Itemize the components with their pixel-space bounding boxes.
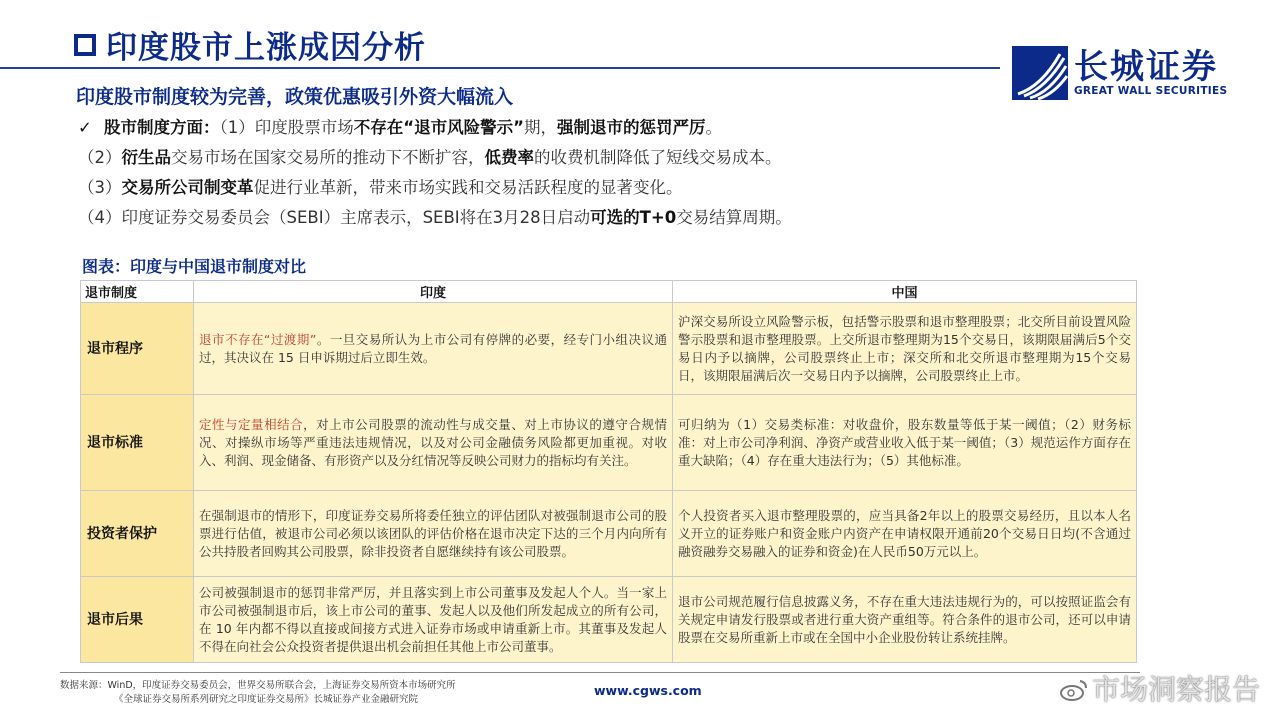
point-4-text-b: 交易结算周期。 — [676, 208, 792, 227]
website-link[interactable]: www.cgws.com — [594, 683, 702, 698]
section-subtitle: 印度股市制度较为完善，政策优惠吸引外资大幅流入 — [76, 86, 514, 108]
china-cell: 个人投资者买入退市整理股票的，应当具备2年以上的股票交易经历，且以本人名义开立的证券账户和资金账户内资产在申请权限开通前20个交易日日均(不含通过融资融券交易融入的证券和资金)在人民币50万元以上。 — [673, 491, 1137, 577]
point-1-bold-a: 不存在“退市风险警示” — [353, 118, 524, 137]
watermark — [1060, 668, 1260, 708]
china-cell: 退市公司规范履行信息披露义务，不存在重大违法违规行为的，可以按照证监会有关规定申请发行股票或者进行重大资产重组等。符合条件的退市公司，还可以申请股票在交易所重新上市或在全国中小企业股份转让系统挂牌。 — [673, 577, 1137, 663]
great-wall-logo-icon — [1012, 46, 1068, 100]
source-line-2: 《全球证券交易所系列研究之印度证券交易所》长城证券产业金融研究院 — [114, 694, 419, 705]
figure-caption: 图表：印度与中国退市制度对比 — [82, 257, 307, 276]
table-row — [81, 303, 1137, 395]
row-label: 退市标准 — [81, 395, 194, 491]
india-highlight: 定性与定量相结合 — [199, 416, 304, 432]
weibo-icon — [1060, 678, 1088, 702]
point-4 — [78, 203, 792, 233]
table-header-row — [81, 281, 1137, 303]
source-line-1: 数据来源：WinD，印度证券交易委员会，世界交易所联合会，上海证券交易所资本市场研究所 — [60, 680, 456, 691]
key-points — [78, 113, 792, 233]
logo-chinese-name: 长城证券 — [1074, 47, 1218, 87]
square-bullet-icon — [74, 34, 96, 56]
point-3-text-a: （3） — [78, 178, 122, 197]
point-1-text-a: （1）印度股票市场 — [219, 118, 354, 137]
point-1-bold-b: 强制退市的惩罚严厉 — [556, 118, 706, 137]
point-2-text-a: （2） — [78, 148, 122, 167]
point-3-bold-a: 交易所公司制变革 — [121, 178, 254, 197]
header-cell-china: 中国 — [673, 281, 1137, 303]
comparison-table — [80, 280, 1137, 663]
india-cell — [194, 491, 673, 577]
india-text: 在强制退市的情形下，印度证券交易所将委任独立的评估团队对被强制退市公司的股票进行估值，被退市公司必须以该团队的评估价格在退市决定下达的三个月内向所有公共持股者回购其公司股票，除非投资者自愿继续持有该公司股票。 — [199, 507, 667, 559]
row-label: 投资者保护 — [81, 491, 194, 577]
point-2 — [78, 143, 792, 173]
point-4-text-a: （4）印度证券交易委员会（SEBI）主席表示，SEBI将在3月28日启动 — [78, 208, 591, 227]
table-row — [81, 577, 1137, 663]
footer-divider — [60, 672, 1140, 673]
india-cell — [194, 395, 673, 491]
checkmark-icon: ✓ — [78, 118, 92, 137]
point-2-bold-b: 低费率 — [484, 148, 534, 167]
point-1-text-c: 。 — [705, 118, 722, 137]
india-cell — [194, 303, 673, 395]
watermark-text: 市场洞察报告 — [1092, 673, 1261, 706]
point-2-bold-a: 衍生品 — [121, 148, 171, 167]
point-1 — [78, 113, 792, 143]
china-cell: 可归纳为（1）交易类标准：对收盘价，股东数量等低于某一阈值；（2）财务标准：对上市公司净利润、净资产或营业收入低于某一阈值；（3）规范运作方面存在重大缺陷；（4）存在重大违法行为；（5）其他标准。 — [673, 395, 1137, 491]
china-cell: 沪深交易所设立风险警示板，包括警示股票和退市整理股票；北交所目前设置风险警示股票和退市整理股票。上交所退市整理期为15个交易日，该期限届满后5个交易日内予以摘牌，公司股票终止上市；深交所和北交所退市整理期为15个交易日，该期限届满后次一交易日内予以摘牌，公司股票终止上市。 — [673, 303, 1137, 395]
table-row — [81, 395, 1137, 491]
point-4-bold-a: 可选的T+0 — [590, 208, 677, 227]
point-2-text-b: 交易市场在国家交易所的推动下不断扩容， — [171, 148, 485, 167]
page-title: 印度股市上涨成因分析 — [106, 30, 426, 66]
table-row — [81, 491, 1137, 577]
company-logo — [1012, 46, 1227, 100]
header-cell-india: 印度 — [194, 281, 673, 303]
data-source — [60, 679, 456, 707]
point-2-text-c: 的收费机制降低了短线交易成本。 — [534, 148, 782, 167]
point-3 — [78, 173, 792, 203]
india-text: 公司被强制退市的惩罚非常严厉，并且落实到上市公司董事及发起人个人。当一家上市公司被强制退市后，该上市公司的董事、发起人以及他们所发起成立的所有公司，在 10 年内都不得以直接或间接方式进入证券市场或申请重新上市。其董事及发起人不得在向社会公众投资者提供退出机会前担任其他上市公司董事。 — [199, 584, 667, 654]
india-cell — [194, 577, 673, 663]
header-cell-system: 退市制度 — [81, 281, 194, 303]
title-bar — [74, 22, 426, 67]
title-divider — [0, 67, 1000, 69]
india-text: 。一旦交易所认为上市公司有停牌的必要，经专门小组决议通过，其决议在 15 日申诉期过后立即生效。 — [199, 331, 667, 365]
row-label: 退市程序 — [81, 303, 194, 395]
point-1-lead: 股市制度方面： — [104, 118, 220, 137]
point-3-text-b: 促进行业革新，带来市场实践和交易活跃程度的显著变化。 — [253, 178, 683, 197]
point-1-text-b: 期， — [523, 118, 557, 137]
logo-english-name: GREAT WALL SECURITIES — [1074, 85, 1228, 97]
india-highlight: 退市不存在“过渡期” — [199, 331, 317, 347]
row-label: 退市后果 — [81, 577, 194, 663]
india-text: ，对上市公司股票的流动性与成交量、对上市协议的遵守合规情况、对操纵市场等严重违法违规情况，以及对公司金融债务风险都更加重视。对收入、利润、现金储备、有形资产以及分红情况等反映公司财力的指标均有关注。 — [199, 416, 667, 468]
